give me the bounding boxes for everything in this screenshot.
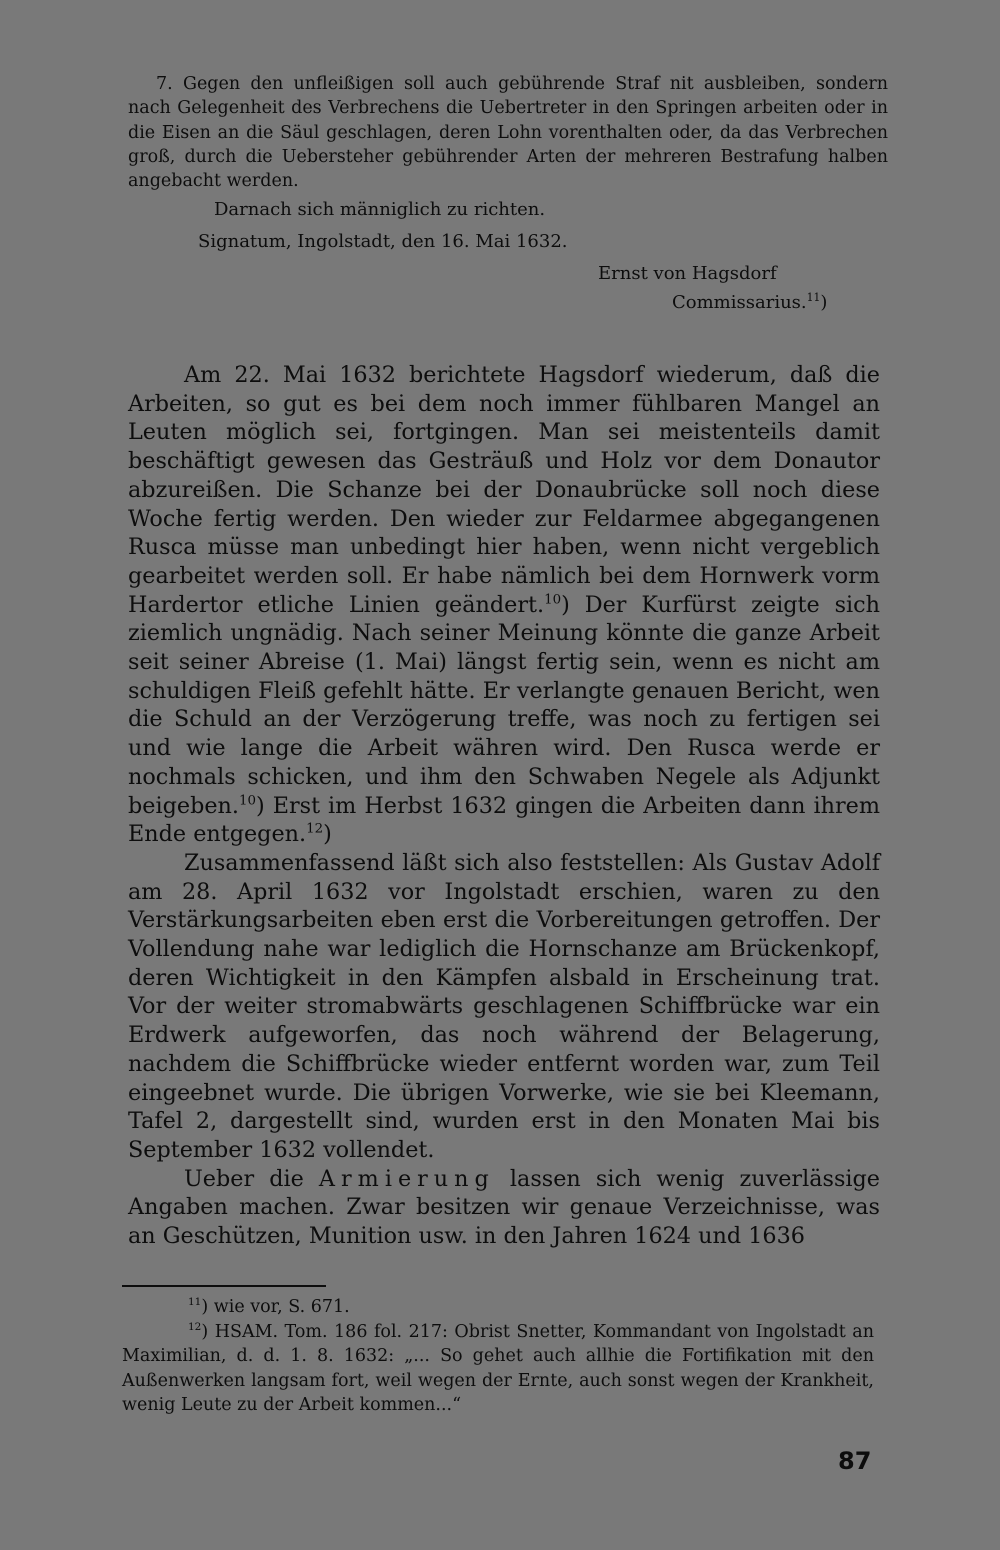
page-number: 87 [838, 1447, 872, 1475]
decree-paragraph-7: 7. Gegen den unfleißigen soll auch gebührende Straf nit ausbleiben, sondern nach Gelegenheit des Verbrechens die Uebertreter in den Springen arbeiten oder in die Eisen an die Säul geschlagen, deren Lohn vorenthalten oder, da das Verbrechen groß, durch die Uebersteher gebührender Arten der mehreren Bestrafung halben angebacht werden. [128, 74, 888, 192]
footnote-11 [122, 1295, 874, 1320]
paragraph-1-part-c: ) Erst im Herbst 1632 gingen die Arbeiten dann ihrem Ende entgegen. [128, 792, 880, 848]
spaced-keyword: Armierung [318, 1165, 495, 1192]
footnote-11-text: ) wie vor, S. 671. [201, 1297, 350, 1317]
paragraph-summary: Zusammenfassend läßt sich also feststellen: Als Gustav Adolf am 28. April 1632 vor Ingolstadt erschien, waren zu den Verstärkungsarbeiten eben erst die Vorbereitungen getroffen. Der Vollendung nahe war lediglich die Hornschanze am Brückenkopf, deren Wichtigkeit in den Kämpfen alsbald in Erscheinung trat. Vor der weiter stromabwärts geschlagenen Schiffbrücke war ein Erdwerk aufgeworfen, das noch während der Belagerung, nachdem die Schiffbrücke wieder entfernt worden war, zum Teil eingeebnet wurde. Die übrigen Vorwerke, wie sie bei Kleemann, Tafel 2, dargestellt sind, wurden erst in den Monaten Mai bis September 1632 vollendet. [128, 849, 880, 1163]
paragraph-3-part-a: Ueber die [184, 1165, 304, 1192]
signer-title-text: Commissarius. [672, 292, 807, 313]
footnote-separator [122, 1285, 326, 1287]
footnote-12-mark: 12 [188, 1320, 202, 1333]
decree-signer-name: Ernst von Hagsdorf [598, 263, 777, 284]
footnote-ref-10-a: 10 [544, 592, 562, 608]
paragraph-1-part-d: ) [323, 821, 332, 848]
footnote-ref-11: 11 [806, 291, 821, 304]
footnotes [122, 1295, 874, 1418]
paragraph-3-part-b: lassen sich wenig zuverlässige Angaben machen. Zwar besitzen wir genaue Verzeichnisse, was an Geschützen, Munition usw. in den Jahren 1624 und 1636 [128, 1165, 881, 1250]
main-text [128, 361, 880, 1251]
paragraph-1-part-b: ) Der Kurfürst zeigte sich ziemlich ungnädig. Nach seiner Meinung könnte die ganze Arbeit seit seiner Abreise (1. Mai) längst fertig sein, wenn es nicht am schuldigen Fleiß gefehlt hätte. Er verlangte genauen Bericht, wen die Schuld an der Verzögerung treffe, was noch zu fertigen sei und wie lange die Arbeit währen wird. Den Rusca werde er nochmals schicken, und ihm den Schwaben Negele als Adjunkt beigeben. [128, 591, 881, 819]
footnote-ref-10-b: 10 [238, 793, 256, 809]
footnote-ref-12: 12 [306, 821, 324, 837]
footnote-11-mark: 11 [188, 1296, 202, 1309]
decree-signer-title [672, 291, 827, 315]
paragraph-hagsdorf-report [128, 361, 880, 849]
decree-signatum-line: Signatum, Ingolstadt, den 16. Mai 1632. [198, 231, 568, 252]
footnote-12-text: ) HSAM. Tom. 186 fol. 217: Obrist Snetter, Kommandant von Ingolstadt an Maximilian, d. d. 1. 8. 1632: „... So gehet auch allhie die Fortifikation mit den Außenwerken langsam fort, weil wegen der Ernte, auch sonst wegen der Krankheit, wenig Leute zu der Arbeit kommen...“ [122, 1321, 874, 1415]
decree-closing-line: Darnach sich männiglich zu richten. [214, 199, 546, 220]
paragraph-armierung [128, 1165, 880, 1251]
closing-parenthesis: ) [820, 292, 828, 313]
footnote-12 [122, 1320, 874, 1418]
paragraph-1-part-a: Am 22. Mai 1632 berichtete Hagsdorf wiederum, daß die Arbeiten, so gut es bei dem noch immer fühlbaren Mangel an Leuten möglich sei, fortgingen. Man sei meistenteils damit beschäftigt gewesen das Gesträuß und Holz vor dem Donautor abzureißen. Die Schanze bei der Donaubrücke soll noch diese Woche fertig werden. Den wieder zur Feldarmee abgegangenen Rusca müsse man unbedingt hier haben, wenn nicht vergeblich gearbeitet werden soll. Er habe nämlich bei dem Hornwerk vorm Hardertor etliche Linien geändert. [128, 362, 880, 618]
